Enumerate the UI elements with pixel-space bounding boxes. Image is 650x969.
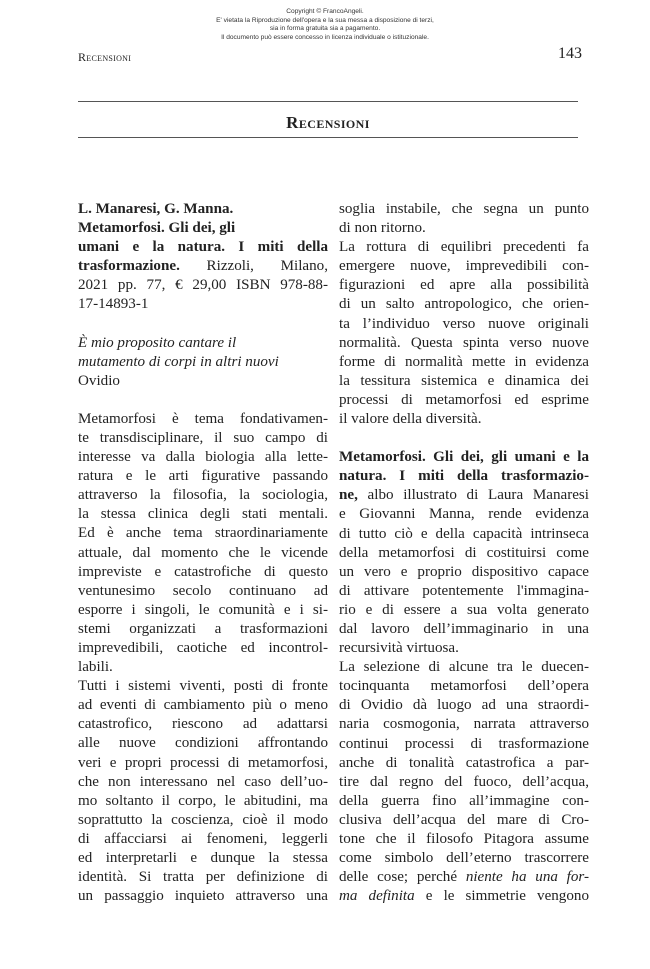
- epigraph: [78, 334, 328, 391]
- text-line: ad eventi di cambiamento più o meno: [78, 697, 328, 714]
- text-line: te transdisciplinare, il suo campo di: [78, 429, 328, 446]
- citation-details: 2021 pp. 77, € 29,00 ISBN 978-88-: [78, 277, 328, 294]
- text-line: Tutti i sistemi viventi, posti di fronte: [78, 678, 328, 695]
- text-line: forme di normalità mette in evidenza: [339, 353, 589, 370]
- paragraph: [339, 448, 589, 658]
- text-line: stemi organizzati a trasformazioni: [78, 620, 328, 637]
- text-line: di un salto antropologico, che orien-: [339, 296, 589, 313]
- text-line: recursività virtuosa.: [339, 640, 459, 657]
- running-head: Recensioni: [78, 50, 132, 64]
- text-line: ratura e le arti figurative passando: [78, 468, 328, 485]
- citation-authors: L. Manaresi, G. Manna.: [78, 201, 234, 217]
- text-line: rio e di essere a sua volta generato: [339, 601, 589, 618]
- citation: [78, 200, 328, 315]
- text-line: la stessa clinica degli stati mentali.: [78, 506, 328, 523]
- epigraph-author: Ovidio: [78, 372, 120, 389]
- text-line: veri e propri processi di metamorfosi,: [78, 754, 328, 771]
- text-line: della guerra fino all’immagine con-: [339, 792, 589, 809]
- page-number: 143: [558, 45, 582, 62]
- paragraph: [78, 410, 328, 677]
- text-line: alle nuove condizioni affrontando: [78, 735, 328, 752]
- paragraph: [78, 677, 328, 906]
- text-line: continui processi di trasformazione: [339, 735, 589, 752]
- copyright-line: E' vietata la Riproduzione dell'opera e la sua messa a disposizione di terzi,: [216, 16, 434, 24]
- copyright-line: Copyright © FrancoAngeli.: [286, 8, 364, 15]
- text-line: esporre i singoli, le comunità e i si-: [78, 601, 328, 618]
- text-line: Metamorfosi è tema fondativamen-: [78, 410, 328, 427]
- epigraph-line: mutamento di corpi in altri nuovi: [78, 353, 279, 370]
- text-line: impreviste e catastrofiche di questo: [78, 563, 328, 580]
- text-line: tocinquanta metamorfosi dell’opera: [339, 678, 589, 695]
- italic-quote: niente ha una for-: [465, 869, 589, 886]
- citation-title-line: [78, 257, 328, 276]
- text-line: tone che il filosofo Pitagora assume: [339, 831, 589, 847]
- text-line: ventunesimo secolo continuano ad: [78, 582, 328, 599]
- text-fragment: albo illustrato di Laura Manaresi: [357, 487, 589, 504]
- text-line: normalità. Questa spinta verso nuove: [339, 334, 589, 351]
- text-line: di attivare potentemente l'immagina-: [339, 582, 589, 599]
- paragraph: [339, 200, 589, 238]
- paragraph: [339, 238, 589, 429]
- bottom-rule: [78, 137, 578, 138]
- citation-title-line: umani e la natura. I miti della: [78, 239, 328, 256]
- text-line: [339, 868, 589, 887]
- text-line: un passaggio inquieto attraverso una: [78, 888, 328, 905]
- left-column: [78, 200, 328, 906]
- text-line: emergere nuove, imprevedibili con-: [339, 258, 589, 275]
- text-line: anche di tonalità catastrofica a par-: [339, 754, 589, 771]
- text-line: catastrofico, riescono ad adattarsi: [78, 716, 328, 733]
- text-line: La rottura di equilibri precedenti fa: [339, 239, 589, 256]
- text-line: tire dal regno del fuoco, dell’acqua,: [339, 773, 589, 790]
- text-line: la tessitura sistemica e dinamica dei: [339, 372, 589, 389]
- citation-publisher: Rizzoli, Milano,: [179, 258, 328, 275]
- text-line: mo soltanto il corpo, le abitudini, ma: [78, 792, 328, 809]
- section-title: Recensioni: [286, 113, 370, 132]
- text-fragment: delle cose; perché: [339, 869, 466, 886]
- text-line: attuale, dal momento che le vicende: [78, 544, 328, 561]
- text-line: [339, 887, 589, 906]
- text-line: clusiva dell’acqua del mare di Cro-: [339, 811, 589, 828]
- text-line: imprevedibili, caotiche ed incontrol-: [78, 639, 328, 656]
- text-line: di tutto ciò e della capacità intrinseca: [339, 525, 589, 542]
- text-line: di non ritorno.: [339, 220, 426, 237]
- text-line: Ed è anche tema straordinariamente: [78, 525, 328, 542]
- text-line: ed interpretarli e dunque la stessa: [78, 850, 328, 866]
- text-line: interesse va dalla biologia alla lette-: [78, 449, 328, 466]
- text-line: dal lavoro dell’immaginario in una: [339, 620, 589, 637]
- text-line: soglia instabile, che segna un punto: [339, 201, 589, 217]
- citation-isbn: 17-14893-1: [78, 296, 149, 313]
- text-line: Metamorfosi. Gli dei, gli umani e la: [339, 449, 589, 466]
- citation-title-end: trasformazione.: [78, 258, 180, 275]
- text-line: identità. Si tratta per definizione di: [78, 869, 328, 886]
- copyright-notice: [0, 8, 650, 42]
- epigraph-line: È mio proposito cantare il: [78, 334, 237, 351]
- text-line: attraverso la filosofia, la sociologia,: [78, 487, 328, 504]
- text-line: ta l’individuo verso nuove originali: [339, 315, 589, 332]
- text-line: naria cosmogonia, narrata attraverso: [339, 716, 589, 733]
- text-fragment: e le simmetrie vengono: [414, 888, 589, 905]
- text-line: di affacciarsi ai fenomeni, leggerli: [78, 830, 328, 847]
- copyright-line: Il documento può essere concesso in licenza individuale o istituzionale.: [221, 33, 429, 41]
- text-line: processi di metamorfosi ed esprime: [339, 391, 589, 408]
- text-line: che non interessano nel caso dell’uo-: [78, 773, 328, 790]
- copyright-line: sia in forma gratuita sia a pagamento.: [269, 25, 381, 33]
- text-line: soprattutto la coscienza, cioè il modo: [78, 811, 328, 828]
- text-line: La selezione di alcune tra le duecen-: [339, 659, 589, 676]
- top-rule: [78, 101, 578, 102]
- italic-quote: ma definita: [339, 888, 415, 905]
- text-line: e Giovanni Manna, rende evidenza: [339, 506, 589, 523]
- citation-title-line: Metamorfosi. Gli dei, gli: [78, 220, 236, 237]
- text-line: figurazioni ed apre alla possibilità: [339, 277, 589, 294]
- book-title-end: ne,: [339, 487, 358, 504]
- paragraph: [339, 658, 589, 906]
- text-line: un vero e proprio dispositivo capace: [339, 563, 589, 580]
- text-line: come simbolo dell’eterno trascorrere: [339, 850, 589, 867]
- text-line: di Ovidio dà luogo ad una straordi-: [339, 697, 589, 714]
- text-line: [339, 486, 589, 505]
- text-line: labili.: [78, 659, 113, 676]
- text-line: il valore della diversità.: [339, 411, 482, 428]
- text-line: della metamorfosi di costituirsi come: [339, 544, 589, 561]
- right-column: [339, 200, 589, 906]
- text-line: natura. I miti della trasformazio-: [339, 468, 589, 485]
